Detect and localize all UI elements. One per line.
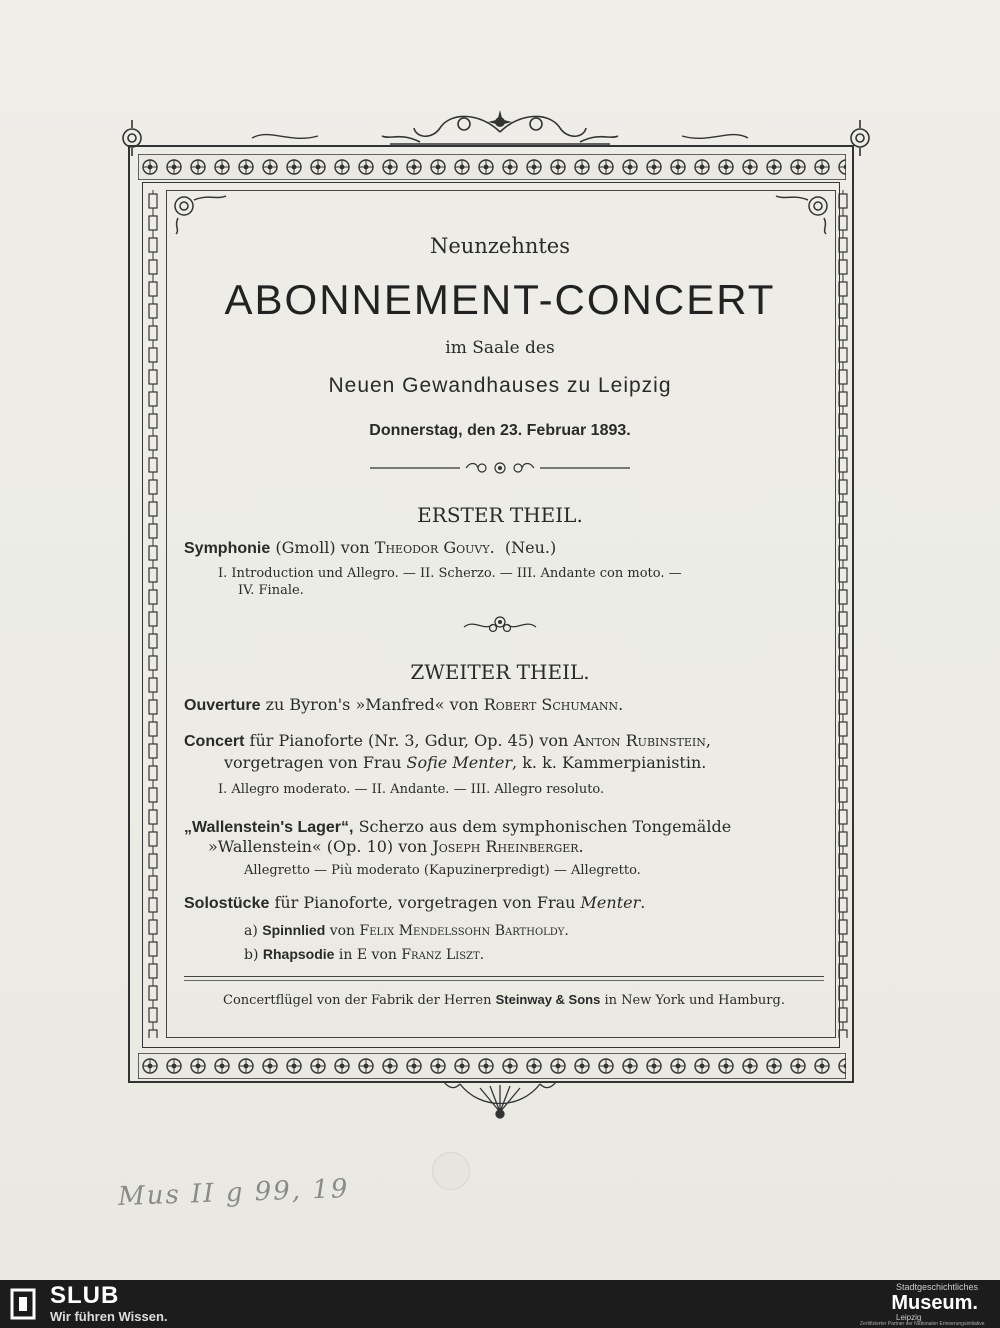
- inner-corner-ornament: [774, 190, 834, 236]
- concert-title: ABONNEMENT-CONCERT: [224, 276, 776, 323]
- performer-prefix: vorgetragen von Frau: [224, 753, 402, 772]
- work-title: Spinnlied: [262, 922, 326, 938]
- work-title: Ouverture: [184, 697, 261, 714]
- divider-rule: [184, 980, 824, 981]
- right-leaf-ornament: [680, 128, 750, 144]
- partner-prefix: Stadtgeschichtliches: [895, 1282, 978, 1292]
- composer-name: Felix Mendelssohn Bartholdy.: [359, 923, 569, 939]
- note-prefix: Concertflügel von der Fabrik der Herren: [223, 993, 492, 1008]
- part-one-heading: ERSTER THEIL.: [417, 503, 583, 527]
- viewer-footer: [0, 1280, 1000, 1328]
- crest-ornament: [360, 102, 640, 148]
- embossed-stamp: [432, 1152, 470, 1190]
- composer-name: Robert Schumann.: [483, 695, 624, 714]
- performer-suffix: , k. k. Kammerpianistin.: [512, 753, 707, 772]
- part-two-heading: ZWEITER THEIL.: [410, 660, 590, 684]
- work-title: „Wallenstein's Lager“,: [184, 819, 354, 836]
- work-text: zu Byron's »Manfred« von: [265, 695, 479, 714]
- performer-name: Sofie Menter: [406, 753, 513, 772]
- work-note: (Neu.): [504, 538, 557, 557]
- piano-note: [170, 992, 838, 1008]
- item-label: a): [244, 923, 258, 939]
- work-key: (Gmoll) von: [275, 538, 370, 557]
- flower-ornament: [460, 613, 540, 635]
- performer-name: Menter: [580, 893, 641, 912]
- venue-prefix: im Saale des: [445, 338, 555, 358]
- slub-tagline: Wir führen Wissen.: [50, 1309, 168, 1324]
- composer-name: Theodor Gouvy.: [374, 538, 495, 557]
- partner-note: Zertifizierter Partner der Nationalen Erinnerungsinitiative: [860, 1321, 985, 1327]
- chain-border-left: [146, 190, 160, 1038]
- work-title: Solostücke: [184, 895, 270, 912]
- work-text: »Wallenstein« (Op. 10) von: [208, 837, 428, 856]
- composer-name: Anton Rubinstein,: [573, 731, 711, 750]
- concert-ordinal: Neunzehntes: [429, 234, 571, 258]
- symphonie-line: [184, 538, 556, 558]
- movements-line: Allegretto — Più moderato (Kapuzinerpredigt) — Allegretto.: [244, 863, 641, 878]
- venue-name: Neuen Gewandhauses zu Leipzig: [328, 374, 672, 397]
- composer-name: Joseph Rheinberger.: [432, 837, 584, 856]
- concert-date: Donnerstag, den 23. Februar 1893.: [369, 422, 631, 439]
- partner-city: Leipzig: [896, 1313, 922, 1322]
- performer-suffix: .: [640, 893, 646, 912]
- solo-line: [184, 893, 645, 913]
- note-suffix: in New York und Hamburg.: [604, 993, 785, 1008]
- floral-band-bottom: [138, 1053, 846, 1079]
- concert-line: [184, 731, 711, 751]
- ouverture-line: [184, 695, 623, 715]
- fan-ornament: [440, 1080, 560, 1130]
- solo-item-b: [244, 946, 484, 963]
- item-label: b): [244, 947, 259, 963]
- note-brand: Steinway & Sons: [495, 992, 601, 1007]
- slub-logo-icon[interactable]: [10, 1288, 36, 1320]
- slub-logo-text[interactable]: SLUB: [50, 1282, 120, 1309]
- divider-rule: [184, 976, 824, 977]
- wallenstein-line-2: [208, 837, 584, 856]
- work-title: Symphonie: [184, 540, 271, 557]
- composer-name: Franz Liszt.: [401, 947, 485, 963]
- work-text: in E von: [338, 947, 397, 963]
- shelfmark: Mus II g 99, 19: [117, 1173, 350, 1213]
- work-title: Concert: [184, 733, 245, 750]
- performer-line: [224, 753, 706, 772]
- work-title: Rhapsodie: [262, 946, 335, 962]
- divider-ornament: [370, 458, 630, 478]
- movements-line: I. Allegro moderato. — II. Andante. — III. Allegro resoluto.: [218, 782, 605, 797]
- work-text: für Pianoforte (Nr. 3, Gdur, Op. 45) von: [249, 731, 569, 750]
- solo-item-a: [244, 922, 569, 939]
- partner-logo[interactable]: Museum.: [891, 1292, 978, 1314]
- left-leaf-ornament: [250, 128, 320, 144]
- chain-border-right: [836, 190, 850, 1038]
- work-text: für Pianoforte, vorgetragen von Frau: [274, 893, 576, 912]
- floral-band-top: [138, 154, 846, 180]
- wallenstein-line: [184, 817, 731, 837]
- movements-line: IV. Finale.: [238, 583, 304, 598]
- work-text: von: [329, 923, 356, 939]
- movements-line: I. Introduction und Allegro. — II. Scherzo. — III. Andante con moto. —: [218, 566, 682, 581]
- work-text: Scherzo aus dem symphonischen Tongemälde: [358, 817, 732, 836]
- inner-corner-ornament: [168, 190, 228, 236]
